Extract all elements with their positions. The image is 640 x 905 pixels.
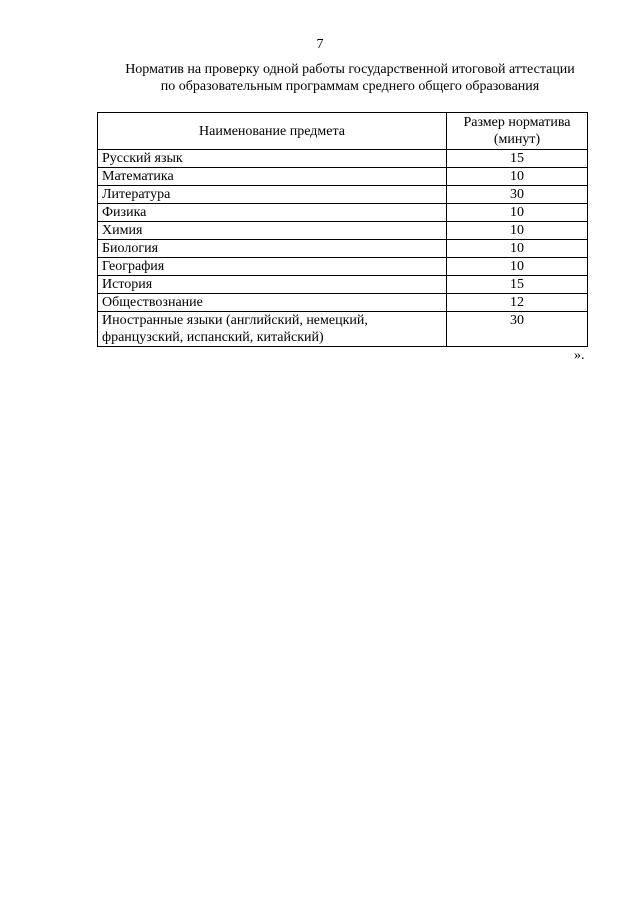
subject-cell: Химия [98,222,447,240]
subject-cell: Иностранные языки (английский, немецкий, французский, испанский, китайский) [98,312,447,347]
subject-cell: Биология [98,240,447,258]
table-row [98,258,588,276]
table-row [98,294,588,312]
table-row [98,150,588,168]
subject-cell: Обществознание [98,294,447,312]
minutes-cell: 12 [447,294,588,312]
title-line-2: по образовательным программам среднего общего образования [160,79,540,94]
subject-cell: Физика [98,204,447,222]
title-line-1: Норматив на проверку одной работы государственной итоговой аттестации [125,62,575,77]
page-number: 7 [316,37,324,52]
table-row [98,276,588,294]
header-subject: Наименование предмета [98,113,447,150]
minutes-cell: 30 [447,312,588,347]
subject-cell: Литература [98,186,447,204]
minutes-cell: 30 [447,186,588,204]
minutes-cell: 15 [447,150,588,168]
minutes-cell: 10 [447,240,588,258]
subject-cell: История [98,276,447,294]
norms-table [97,112,588,347]
minutes-cell: 10 [447,204,588,222]
table-row [98,240,588,258]
subject-cell: География [98,258,447,276]
header-norm: Размер норматива (минут) [447,113,588,150]
table-row [98,312,588,347]
minutes-cell: 15 [447,276,588,294]
closing-quote-mark: ». [574,348,585,363]
minutes-cell: 10 [447,258,588,276]
minutes-cell: 10 [447,222,588,240]
subject-cell: Математика [98,168,447,186]
table-row [98,168,588,186]
table-row [98,204,588,222]
minutes-cell: 10 [447,168,588,186]
subject-cell: Русский язык [98,150,447,168]
table-header-row [98,113,588,150]
document-title [60,61,640,95]
table-row [98,186,588,204]
table-row [98,222,588,240]
